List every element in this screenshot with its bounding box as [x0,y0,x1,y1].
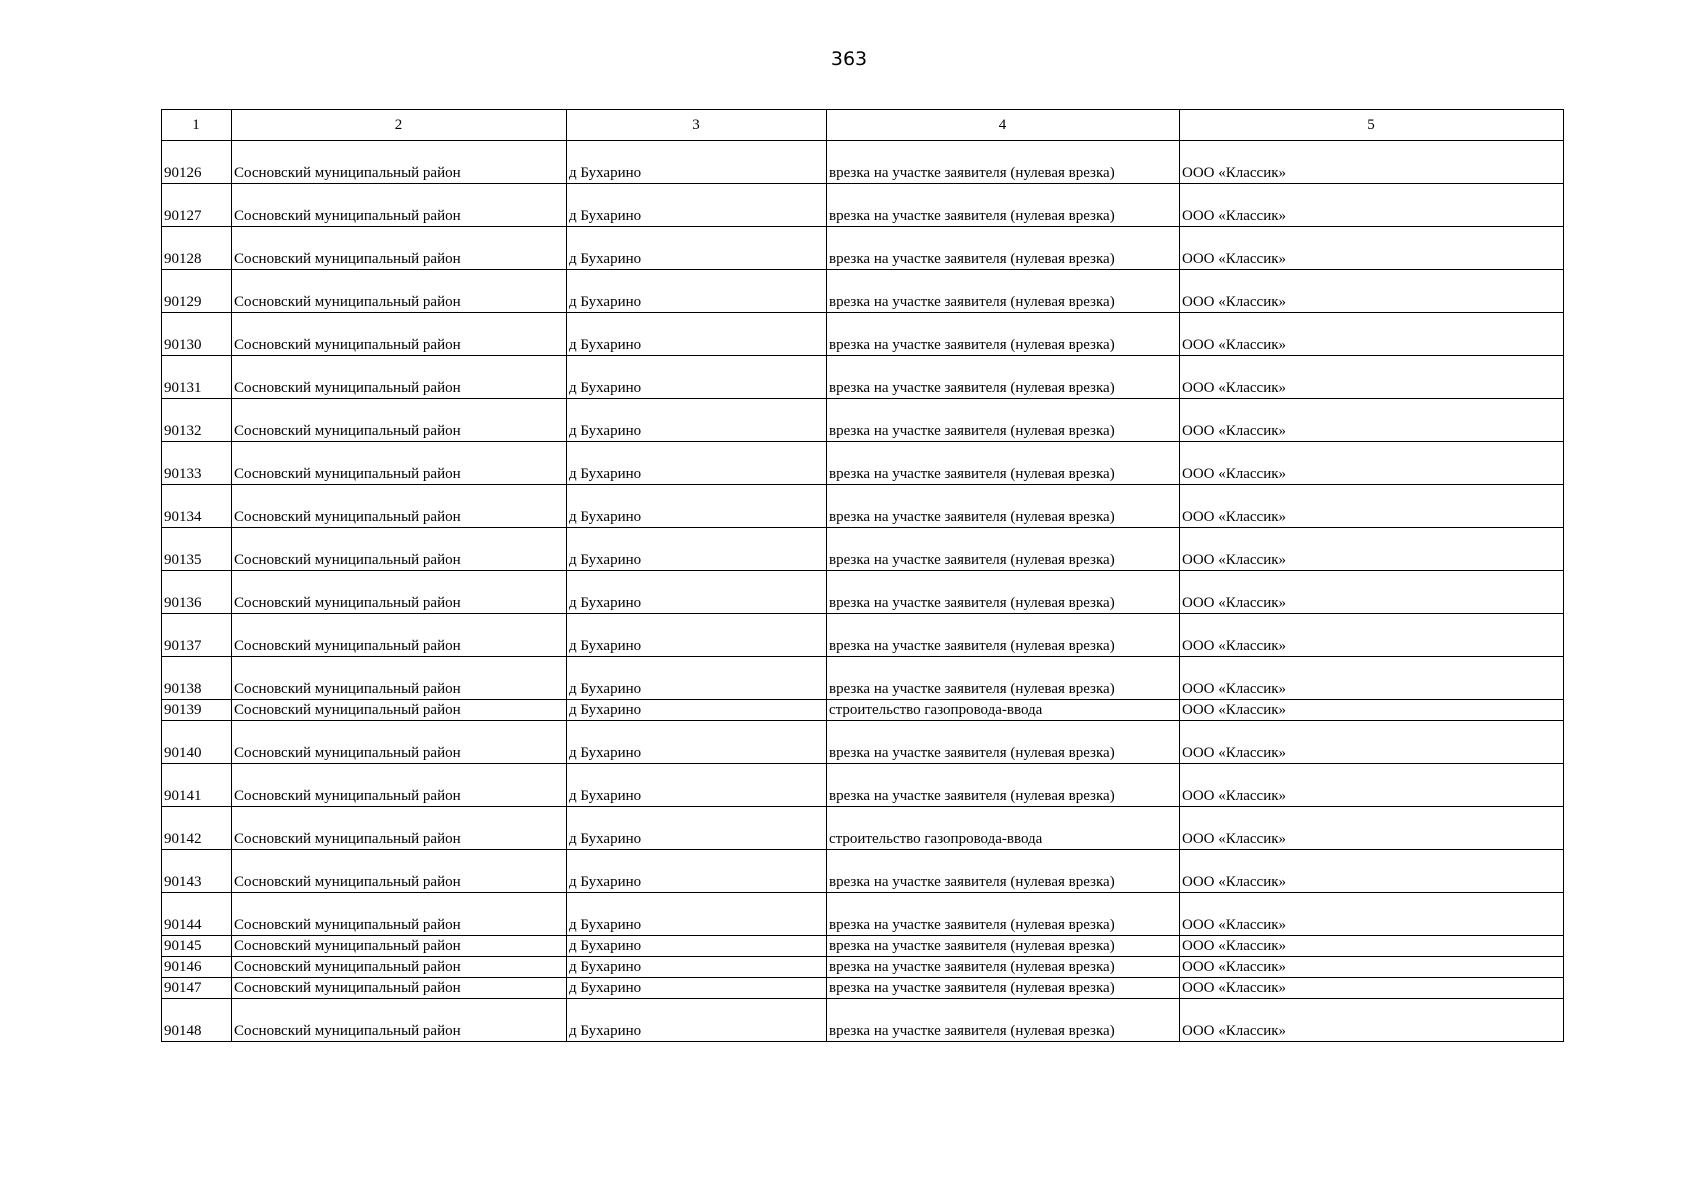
cell-settlement: д Бухарино [567,936,827,957]
cell-settlement: д Бухарино [567,571,827,614]
cell-district: Сосновский муниципальный район [232,485,567,528]
cell-work: врезка на участке заявителя (нулевая врезка) [827,270,1180,313]
cell-settlement: д Бухарино [567,957,827,978]
cell-organization: ООО «Классик» [1180,227,1564,270]
cell-id: 90126 [162,141,232,184]
cell-district: Сосновский муниципальный район [232,614,567,657]
cell-work: врезка на участке заявителя (нулевая врезка) [827,850,1180,893]
cell-settlement: д Бухарино [567,978,827,999]
table-row [162,313,1564,356]
column-header: 2 [232,110,567,141]
cell-settlement: д Бухарино [567,442,827,485]
cell-settlement: д Бухарино [567,807,827,850]
cell-work: врезка на участке заявителя (нулевая врезка) [827,141,1180,184]
table-row [162,893,1564,936]
table-row [162,399,1564,442]
cell-settlement: д Бухарино [567,850,827,893]
cell-work: врезка на участке заявителя (нулевая врезка) [827,356,1180,399]
table-row [162,957,1564,978]
cell-district: Сосновский муниципальный район [232,528,567,571]
cell-settlement: д Бухарино [567,184,827,227]
table-row [162,978,1564,999]
cell-id: 90128 [162,227,232,270]
cell-organization: ООО «Классик» [1180,399,1564,442]
column-header: 4 [827,110,1180,141]
table-row [162,184,1564,227]
table-row [162,227,1564,270]
cell-work: врезка на участке заявителя (нулевая врезка) [827,485,1180,528]
column-header: 3 [567,110,827,141]
table-row [162,571,1564,614]
cell-district: Сосновский муниципальный район [232,184,567,227]
cell-district: Сосновский муниципальный район [232,141,567,184]
cell-organization: ООО «Классик» [1180,528,1564,571]
table-header-row [162,110,1564,141]
cell-district: Сосновский муниципальный район [232,571,567,614]
cell-organization: ООО «Классик» [1180,141,1564,184]
cell-work: врезка на участке заявителя (нулевая врезка) [827,764,1180,807]
cell-district: Сосновский муниципальный район [232,442,567,485]
cell-district: Сосновский муниципальный район [232,700,567,721]
cell-work: врезка на участке заявителя (нулевая врезка) [827,571,1180,614]
cell-id: 90130 [162,313,232,356]
cell-organization: ООО «Классик» [1180,614,1564,657]
cell-organization: ООО «Классик» [1180,356,1564,399]
cell-work: врезка на участке заявителя (нулевая врезка) [827,936,1180,957]
cell-id: 90143 [162,850,232,893]
cell-settlement: д Бухарино [567,270,827,313]
table-row [162,485,1564,528]
cell-organization: ООО «Классик» [1180,936,1564,957]
table-row [162,807,1564,850]
cell-district: Сосновский муниципальный район [232,850,567,893]
register-table [161,109,1564,1042]
cell-settlement: д Бухарино [567,657,827,700]
cell-settlement: д Бухарино [567,356,827,399]
table-row [162,700,1564,721]
cell-work: врезка на участке заявителя (нулевая врезка) [827,528,1180,571]
cell-organization: ООО «Классик» [1180,442,1564,485]
cell-work: врезка на участке заявителя (нулевая врезка) [827,614,1180,657]
cell-organization: ООО «Классик» [1180,700,1564,721]
cell-id: 90147 [162,978,232,999]
cell-id: 90137 [162,614,232,657]
cell-settlement: д Бухарино [567,485,827,528]
table-row [162,999,1564,1042]
cell-district: Сосновский муниципальный район [232,893,567,936]
table-row [162,764,1564,807]
cell-work: врезка на участке заявителя (нулевая врезка) [827,893,1180,936]
cell-organization: ООО «Классик» [1180,999,1564,1042]
cell-district: Сосновский муниципальный район [232,227,567,270]
cell-work: врезка на участке заявителя (нулевая врезка) [827,227,1180,270]
table-row [162,657,1564,700]
cell-work: врезка на участке заявителя (нулевая врезка) [827,957,1180,978]
cell-district: Сосновский муниципальный район [232,657,567,700]
cell-id: 90140 [162,721,232,764]
table-row [162,270,1564,313]
cell-district: Сосновский муниципальный район [232,936,567,957]
cell-district: Сосновский муниципальный район [232,356,567,399]
cell-work: врезка на участке заявителя (нулевая врезка) [827,399,1180,442]
cell-work: строительство газопровода-ввода [827,807,1180,850]
page-number: 363 [830,48,868,70]
cell-id: 90129 [162,270,232,313]
cell-district: Сосновский муниципальный район [232,313,567,356]
table-row [162,936,1564,957]
cell-district: Сосновский муниципальный район [232,721,567,764]
cell-district: Сосновский муниципальный район [232,270,567,313]
table-row [162,356,1564,399]
cell-id: 90139 [162,700,232,721]
column-header: 5 [1180,110,1564,141]
cell-work: врезка на участке заявителя (нулевая врезка) [827,978,1180,999]
table-row [162,442,1564,485]
cell-organization: ООО «Классик» [1180,571,1564,614]
cell-organization: ООО «Классик» [1180,957,1564,978]
cell-organization: ООО «Классик» [1180,721,1564,764]
cell-district: Сосновский муниципальный район [232,957,567,978]
cell-settlement: д Бухарино [567,227,827,270]
cell-settlement: д Бухарино [567,313,827,356]
cell-work: врезка на участке заявителя (нулевая врезка) [827,721,1180,764]
cell-settlement: д Бухарино [567,141,827,184]
cell-id: 90132 [162,399,232,442]
cell-organization: ООО «Классик» [1180,764,1564,807]
table-row [162,614,1564,657]
cell-organization: ООО «Классик» [1180,657,1564,700]
cell-id: 90144 [162,893,232,936]
cell-organization: ООО «Классик» [1180,270,1564,313]
cell-work: врезка на участке заявителя (нулевая врезка) [827,313,1180,356]
cell-work: строительство газопровода-ввода [827,700,1180,721]
cell-district: Сосновский муниципальный район [232,978,567,999]
cell-settlement: д Бухарино [567,614,827,657]
table-row [162,528,1564,571]
cell-id: 90141 [162,764,232,807]
cell-organization: ООО «Классик» [1180,893,1564,936]
cell-organization: ООО «Классик» [1180,850,1564,893]
cell-settlement: д Бухарино [567,764,827,807]
cell-work: врезка на участке заявителя (нулевая врезка) [827,184,1180,227]
table-row [162,850,1564,893]
table-body [162,110,1564,1042]
column-header: 1 [162,110,232,141]
cell-id: 90138 [162,657,232,700]
cell-id: 90127 [162,184,232,227]
cell-id: 90142 [162,807,232,850]
cell-organization: ООО «Классик» [1180,313,1564,356]
cell-settlement: д Бухарино [567,399,827,442]
cell-id: 90146 [162,957,232,978]
cell-id: 90131 [162,356,232,399]
cell-work: врезка на участке заявителя (нулевая врезка) [827,442,1180,485]
cell-work: врезка на участке заявителя (нулевая врезка) [827,999,1180,1042]
cell-id: 90135 [162,528,232,571]
cell-work: врезка на участке заявителя (нулевая врезка) [827,657,1180,700]
cell-organization: ООО «Классик» [1180,485,1564,528]
table-row [162,141,1564,184]
cell-id: 90133 [162,442,232,485]
cell-organization: ООО «Классик» [1180,807,1564,850]
cell-district: Сосновский муниципальный район [232,764,567,807]
cell-district: Сосновский муниципальный район [232,999,567,1042]
cell-id: 90136 [162,571,232,614]
cell-district: Сосновский муниципальный район [232,807,567,850]
cell-settlement: д Бухарино [567,700,827,721]
cell-organization: ООО «Классик» [1180,184,1564,227]
cell-settlement: д Бухарино [567,999,827,1042]
cell-settlement: д Бухарино [567,893,827,936]
cell-settlement: д Бухарино [567,721,827,764]
cell-settlement: д Бухарино [567,528,827,571]
cell-id: 90134 [162,485,232,528]
cell-id: 90148 [162,999,232,1042]
table-row [162,721,1564,764]
cell-organization: ООО «Классик» [1180,978,1564,999]
cell-district: Сосновский муниципальный район [232,399,567,442]
cell-id: 90145 [162,936,232,957]
